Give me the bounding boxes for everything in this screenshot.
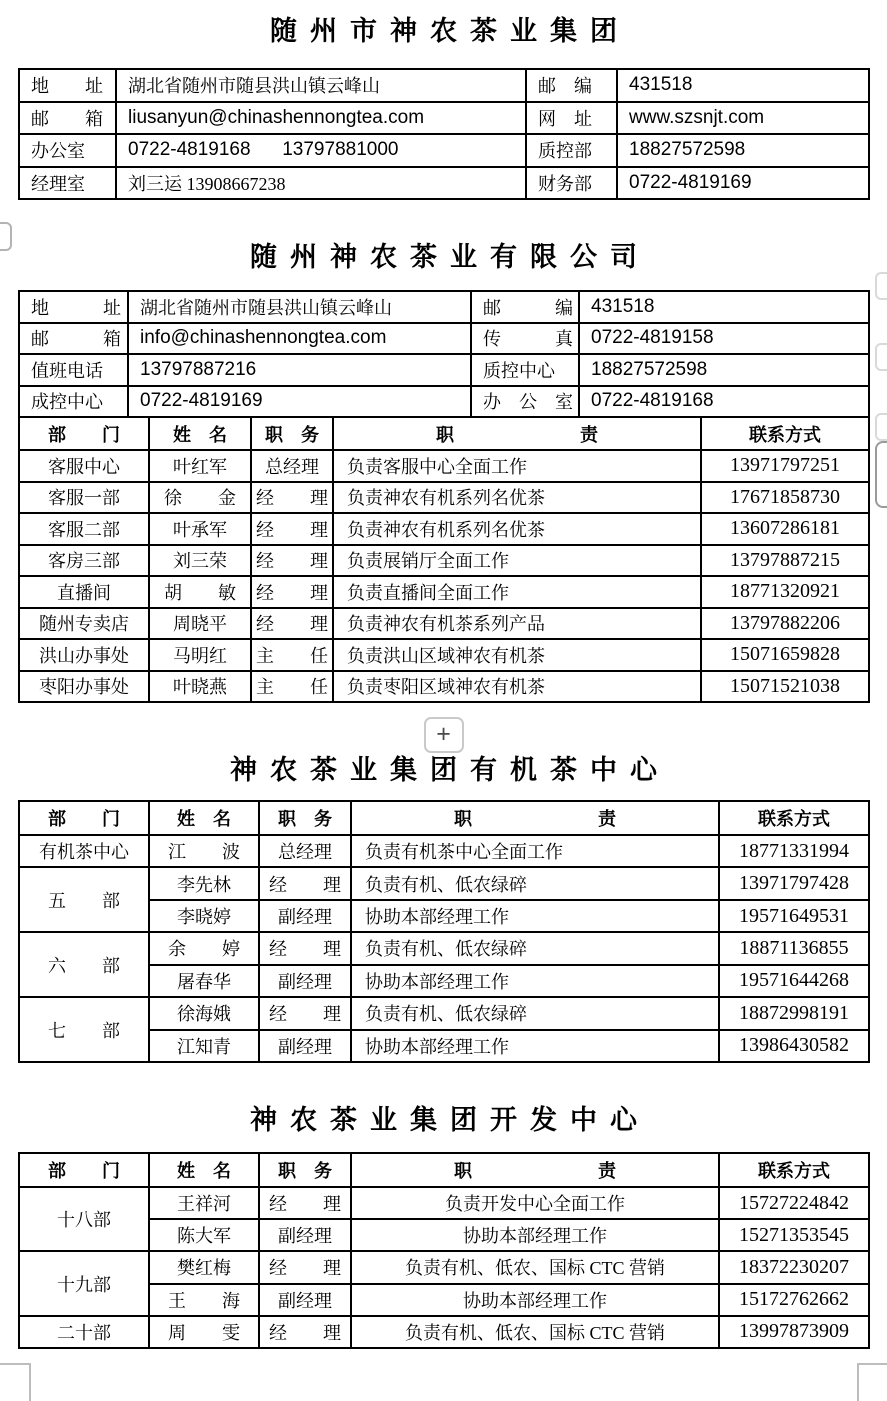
name-cell: 樊红梅 [149, 1251, 259, 1283]
clipped-left-edge-button[interactable] [0, 222, 12, 251]
job-cell: 总经理 [251, 450, 333, 482]
table-row [19, 1187, 869, 1219]
job-cell: 经 理 [251, 608, 333, 640]
name-cell: 李先林 [149, 867, 259, 899]
dept-cell: 洪山办事处 [19, 639, 149, 671]
table-row [19, 867, 869, 899]
phone-cell: 13797882206 [701, 608, 869, 640]
table-header-row [19, 801, 869, 835]
dept-cell: 客服中心 [19, 450, 149, 482]
phone-cell: 13971797251 [701, 450, 869, 482]
duty-cell: 协助本部经理工作 [351, 900, 719, 932]
table-row [19, 291, 869, 323]
dept-cell: 枣阳办事处 [19, 671, 149, 703]
dept-cell: 七 部 [19, 997, 149, 1062]
duty-cell: 负责开发中心全面工作 [351, 1187, 719, 1219]
job-cell: 副经理 [259, 1030, 351, 1062]
table-header-row [19, 1153, 869, 1187]
name-cell: 江 波 [149, 835, 259, 867]
duty-cell: 协助本部经理工作 [351, 1284, 719, 1316]
job-cell: 经 理 [251, 482, 333, 514]
label-cell: 办 公 室 [471, 386, 579, 418]
label-cell: 邮 编 [471, 291, 579, 323]
dept-cell: 十九部 [19, 1251, 149, 1315]
job-cell: 副经理 [259, 965, 351, 997]
name-cell: 李晓婷 [149, 900, 259, 932]
phone-cell: 13997873909 [719, 1316, 869, 1348]
phone-cell: 15727224842 [719, 1187, 869, 1219]
header-cell: 职 责 [333, 417, 701, 450]
phone-cell: 18771331994 [719, 835, 869, 867]
name-cell: 刘三荣 [149, 545, 251, 577]
table-row [19, 102, 869, 135]
job-cell: 经 理 [259, 1251, 351, 1283]
table-row [19, 450, 869, 482]
header-cell: 部 门 [19, 801, 149, 835]
phone-cell: 15172762662 [719, 1284, 869, 1316]
name-cell: 叶红军 [149, 450, 251, 482]
job-cell: 经 理 [259, 932, 351, 964]
header-cell: 姓 名 [149, 417, 251, 450]
phone-cell: 18871136855 [719, 932, 869, 964]
duty-cell: 负责有机、低农、国标 CTC 营销 [351, 1251, 719, 1283]
dept-cell: 直播间 [19, 576, 149, 608]
table-row [19, 835, 869, 867]
duty-cell: 负责神农有机系列名优茶 [333, 482, 701, 514]
name-cell: 周 雯 [149, 1316, 259, 1348]
dept-cell: 随州专卖店 [19, 608, 149, 640]
table-row [19, 997, 869, 1029]
name-cell: 徐海娥 [149, 997, 259, 1029]
phone-cell: 15071659828 [701, 639, 869, 671]
label-cell: 地 址 [19, 69, 116, 102]
name-cell: 王 海 [149, 1284, 259, 1316]
value-cell: 0722-4819169 [617, 167, 869, 200]
duty-cell: 负责有机、低农绿碎 [351, 932, 719, 964]
label-cell: 成控中心 [19, 386, 128, 418]
clipped-right-edge-button[interactable] [875, 272, 887, 300]
table-row [19, 134, 869, 167]
value-cell: 18827572598 [617, 134, 869, 167]
label-cell: 值班电话 [19, 354, 128, 386]
job-cell: 主 任 [251, 639, 333, 671]
duty-cell: 负责直播间全面工作 [333, 576, 701, 608]
dept-cell: 六 部 [19, 932, 149, 997]
value-cell: 湖北省随州市随县洪山镇云峰山 [116, 69, 526, 102]
name-cell: 叶承军 [149, 513, 251, 545]
table-row [19, 323, 869, 355]
company-dept-table [18, 416, 870, 703]
duty-cell: 负责神农有机系列名优茶 [333, 513, 701, 545]
job-cell: 经 理 [259, 867, 351, 899]
name-cell: 周晓平 [149, 608, 251, 640]
clipped-right-edge-button[interactable] [875, 413, 887, 441]
duty-cell: 负责洪山区域神农有机茶 [333, 639, 701, 671]
insert-table-plus-button[interactable]: + [424, 717, 464, 753]
duty-cell: 负责神农有机茶系列产品 [333, 608, 701, 640]
label-cell: 邮 箱 [19, 102, 116, 135]
next-page-left-corner [0, 1363, 31, 1401]
phone-cell: 15271353545 [719, 1219, 869, 1251]
job-cell: 经 理 [251, 576, 333, 608]
job-cell: 经 理 [259, 1187, 351, 1219]
table-row [19, 608, 869, 640]
label-cell: 传 真 [471, 323, 579, 355]
phone-cell: 15071521038 [701, 671, 869, 703]
table-header-row [19, 417, 869, 450]
label-cell: 邮 箱 [19, 323, 128, 355]
value-cell: 湖北省随州市随县洪山镇云峰山 [128, 291, 471, 323]
table-row [19, 932, 869, 964]
phone-cell: 13797887215 [701, 545, 869, 577]
name-cell: 胡 敏 [149, 576, 251, 608]
table-row [19, 167, 869, 200]
table-row [19, 1316, 869, 1348]
dept-cell: 十八部 [19, 1187, 149, 1251]
name-cell: 余 婷 [149, 932, 259, 964]
job-cell: 经 理 [259, 997, 351, 1029]
table-row [19, 69, 869, 102]
table-row [19, 576, 869, 608]
header-cell: 部 门 [19, 417, 149, 450]
company-info-table [18, 290, 870, 418]
header-cell: 职 责 [351, 801, 719, 835]
phone-cell: 13607286181 [701, 513, 869, 545]
job-cell: 主 任 [251, 671, 333, 703]
header-cell: 联系方式 [719, 1153, 869, 1187]
label-cell: 质控中心 [471, 354, 579, 386]
value-cell: 0722-4819158 [579, 323, 869, 355]
duty-cell: 负责有机、低农绿碎 [351, 867, 719, 899]
label-cell: 财务部 [526, 167, 617, 200]
duty-cell: 协助本部经理工作 [351, 1030, 719, 1062]
value-cell: 13797887216 [128, 354, 471, 386]
value-cell: 18827572598 [579, 354, 869, 386]
label-cell: 地 址 [19, 291, 128, 323]
development-center-title: 神农茶业集团开发中心 [250, 1105, 650, 1135]
table-row [19, 386, 869, 418]
name-cell: 陈大军 [149, 1219, 259, 1251]
table-row [19, 1251, 869, 1283]
dept-cell: 有机茶中心 [19, 835, 149, 867]
header-cell: 联系方式 [719, 801, 869, 835]
dept-cell: 客服二部 [19, 513, 149, 545]
phone-cell: 18872998191 [719, 997, 869, 1029]
job-cell: 副经理 [259, 1284, 351, 1316]
table-row [19, 671, 869, 703]
header-cell: 职 责 [351, 1153, 719, 1187]
header-cell: 职 务 [251, 417, 333, 450]
organic-dept-table [18, 800, 870, 1063]
job-cell: 经 理 [251, 513, 333, 545]
group-info-table [18, 68, 870, 200]
name-cell: 马明红 [149, 639, 251, 671]
value-cell: 0722-4819169 [128, 386, 471, 418]
table-row [19, 354, 869, 386]
header-cell: 部 门 [19, 1153, 149, 1187]
duty-cell: 负责展销厅全面工作 [333, 545, 701, 577]
duty-cell: 负责有机、低农、国标 CTC 营销 [351, 1316, 719, 1348]
value-cell: 0722-4819168 [579, 386, 869, 418]
value-cell: info@chinashennongtea.com [128, 323, 471, 355]
name-cell: 叶晓燕 [149, 671, 251, 703]
name-cell: 徐 金 [149, 482, 251, 514]
development-dept-table [18, 1152, 870, 1349]
dept-cell: 客服一部 [19, 482, 149, 514]
duty-cell: 负责有机、低农绿碎 [351, 997, 719, 1029]
label-cell: 经理室 [19, 167, 116, 200]
name-cell: 王祥河 [149, 1187, 259, 1219]
duty-cell: 负责客服中心全面工作 [333, 450, 701, 482]
duty-cell: 协助本部经理工作 [351, 1219, 719, 1251]
job-cell: 副经理 [259, 1219, 351, 1251]
header-cell: 姓 名 [149, 801, 259, 835]
dept-cell: 客房三部 [19, 545, 149, 577]
phone-cell: 19571649531 [719, 900, 869, 932]
table-row [19, 545, 869, 577]
table-row [19, 482, 869, 514]
phone-cell: 13971797428 [719, 867, 869, 899]
label-cell: 邮 编 [526, 69, 617, 102]
label-cell: 质控部 [526, 134, 617, 167]
value-cell: 0722-4819168 13797881000 [116, 134, 526, 167]
phone-cell: 18771320921 [701, 576, 869, 608]
duty-cell: 负责有机茶中心全面工作 [351, 835, 719, 867]
phone-cell: 18372230207 [719, 1251, 869, 1283]
phone-cell: 19571644268 [719, 965, 869, 997]
next-page-right-corner [857, 1363, 887, 1401]
table-row [19, 513, 869, 545]
dept-cell: 二十部 [19, 1316, 149, 1348]
name-cell: 江知青 [149, 1030, 259, 1062]
table-row [19, 639, 869, 671]
value-cell: 431518 [579, 291, 869, 323]
value-cell: 431518 [617, 69, 869, 102]
clipped-right-edge-button[interactable] [875, 343, 887, 371]
organic-center-title: 神农茶业集团有机茶中心 [230, 755, 670, 785]
dept-cell: 五 部 [19, 867, 149, 932]
clipped-right-edge-button[interactable] [875, 441, 887, 508]
header-cell: 职 务 [259, 1153, 351, 1187]
job-cell: 总经理 [259, 835, 351, 867]
label-cell: 网 址 [526, 102, 617, 135]
phone-cell: 13986430582 [719, 1030, 869, 1062]
header-cell: 姓 名 [149, 1153, 259, 1187]
group-title: 随州市神农茶业集团 [270, 16, 630, 46]
job-cell: 经 理 [259, 1316, 351, 1348]
phone-cell: 17671858730 [701, 482, 869, 514]
name-cell: 屠春华 [149, 965, 259, 997]
header-cell: 联系方式 [701, 417, 869, 450]
job-cell: 经 理 [251, 545, 333, 577]
value-cell: 刘三运 13908667238 [116, 167, 526, 200]
value-cell: www.szsnjt.com [617, 102, 869, 135]
label-cell: 办公室 [19, 134, 116, 167]
header-cell: 职 务 [259, 801, 351, 835]
duty-cell: 负责枣阳区域神农有机茶 [333, 671, 701, 703]
company-title: 随州神农茶业有限公司 [250, 242, 650, 272]
value-cell: liusanyun@chinashennongtea.com [116, 102, 526, 135]
duty-cell: 协助本部经理工作 [351, 965, 719, 997]
job-cell: 副经理 [259, 900, 351, 932]
